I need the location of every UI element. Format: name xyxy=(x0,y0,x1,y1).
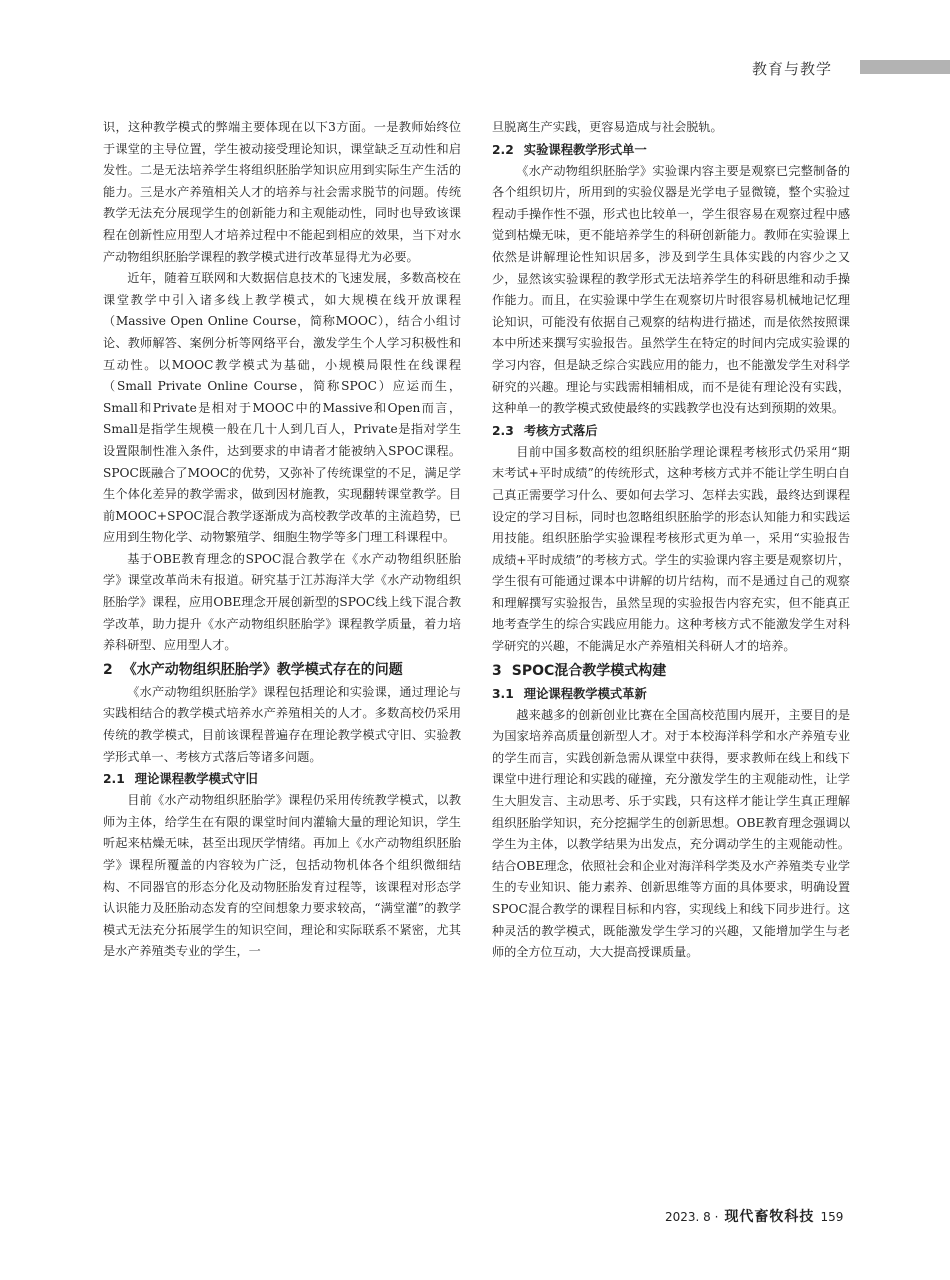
right-column xyxy=(492,117,850,964)
left-column xyxy=(103,117,461,963)
subsection-number: 2.2 xyxy=(492,142,514,157)
subsection-title: 理论课程教学模式守旧 xyxy=(134,772,258,787)
paragraph: 越来越多的创新创业比赛在全国高校范围内展开，主要目的是为国家培养高质量创新型人才。对于本校海洋科学和水产养殖专业的学生而言，实践创新急需从课堂中获得，要求教师在线上和线下课堂中进行理论和实践的碰撞，充分激发学生的主观能动性，让学生大胆发言、主动思考、乐于实践，只有这样才能让学生真正理解组织胚胎学知识，充分挖掘学生的创新思想。OBE教育理念强调以学生为主体，以教学结果为出发点，充分调动学生的主观能动性。结合OBE理念，依照社会和企业对海洋科学类及水产养殖类专业学生的专业知识、能力素养、创新思维等方面的具体要求，明确设置SPOC混合教学的课程目标和内容，实现线上和线下同步进行。这种灵活的教学模式，既能激发学生学习的兴趣，又能增加学生与老师的全方位互动，大大提高授课质量。 xyxy=(492,707,850,960)
subsection-title: 理论课程教学模式革新 xyxy=(523,686,647,701)
subsection-number: 3.1 xyxy=(492,686,514,701)
paragraph: 《水产动物组织胚胎学》实验课内容主要是观察已完整制备的各个组织切片，所用到的实验仪器是光学电子显微镜，整个实验过程动手操作性不强，形式也比较单一，学生很容易在观察过程中感觉到枯燥无味，更不能培养学生的科研创新能力。教师在实验课上依然是讲解理论性知识居多，涉及到学生具体实践的内容少之又少，显然该实验课程的教学形式无法培养学生的科研思维和动手操作能力。而且，在实验课中学生在观察切片时很容易机械地记忆理论知识，可能没有依据自己观察的结构进行描述，而是依然按照课本中所述来撰写实验报告。虽然学生在特定的时间内完成实验课的学习内容，但是缺乏综合实践应用的能力，也不能激发学生对科学研究的兴趣。理论与实践需相辅相成，而不是徒有理论没有实践，这种单一的教学模式致使最终的实践教学也没有达到预期的效果。 xyxy=(492,163,850,416)
subsection-title: 实验课程教学形式单一 xyxy=(523,142,647,157)
section-heading-3 xyxy=(492,660,850,682)
paragraph: 《水产动物组织胚胎学》课程包括理论和实验课，通过理论与实践相结合的教学模式培养水产养殖相关的人才。多数高校仍采用传统的教学模式，目前该课程普遍存在理论教学模式守旧、实验教学形式单一、考核方式落后等诸多问题。 xyxy=(103,684,461,764)
subsection-number: 2.3 xyxy=(492,423,514,438)
issue-date: 2023. 8 · xyxy=(665,1210,719,1224)
paragraph: 近年，随着互联网和大数据信息技术的飞速发展，多数高校在课堂教学中引入诸多线上教学模式，如大规模在线开放课程（Massive Open Online Course，简称MOOC），结合小组讨论、教师解答、案例分析等网络平台，激发学生个人学习积极性和互动性。以MOOC教学模式为基础，小规模局限性在线课程（Small Private Online Course，简称SPOC）应运而生，Small和Private是相对于MOOC中的Massive和Open而言，Small是指学生规模一般在几十人到几百人，Private是指对学生设置限制性准入条件，达到要求的申请者才能被纳入SPOC课程。SPOC既融合了MOOC的优势，又弥补了传统课堂的不足，满足学生个体化差异的教学需求，做到因材施教，实现翻转课堂教学。目前MOOC+SPOC混合教学逐渐成为高校教学改革的主流趋势，已应用到生物化学、动物繁殖学、细胞生物学等多门理工科课程中。 xyxy=(103,271,461,545)
paragraph: 旦脱离生产实践，更容易造成与社会脱轨。 xyxy=(492,120,723,134)
subsection-heading-2-1 xyxy=(103,768,461,790)
section-header-label: 教育与教学 xyxy=(752,60,833,78)
subsection-title: 考核方式落后 xyxy=(523,423,598,438)
section-number: 2 xyxy=(103,661,113,678)
section-title: SPOC混合教学模式构建 xyxy=(511,662,667,679)
paragraph: 识，这种教学模式的弊端主要体现在以下3方面。一是教师始终位于课堂的主导位置，学生被动接受理论知识，课堂缺乏互动性和启发性。二是无法培养学生将组织胚胎学知识应用到实际生产生活的能力。三是水产养殖相关人才的培养与社会需求脱节的问题。传统教学无法充分展现学生的创新能力和主观能动性，同时也导致该课程在创新性应用型人才培养过程中不能起到相应的效果，当下对水产动物组织胚胎学课程的教学模式进行改革显得尤为必要。 xyxy=(103,120,461,264)
section-heading-2 xyxy=(103,659,461,681)
subsection-number: 2.1 xyxy=(103,772,125,787)
section-title: 《水产动物组织胚胎学》教学模式存在的问题 xyxy=(122,661,403,678)
page-number: 159 xyxy=(820,1210,844,1224)
paragraph: 目前《水产动物组织胚胎学》课程仍采用传统教学模式，以教师为主体，给学生在有限的课堂时间内灌输大量的理论知识，学生听起来枯燥无味，甚至出现厌学情绪。再加上《水产动物组织胚胎学》课程所覆盖的内容较为广泛，包括动物机体各个组织微细结构、不同器官的形态分化及动物胚胎发育过程等，该课程对形态学认识能力及胚胎动态发育的空间想象力要求较高，“满堂灌”的教学模式无法充分拓展学生的知识空间，理论和实际联系不紧密，尤其是水产养殖类专业的学生，一 xyxy=(103,793,461,959)
paragraph: 基于OBE教育理念的SPOC混合教学在《水产动物组织胚胎学》课堂改革尚未有报道。研究基于江苏海洋大学《水产动物组织胚胎学》课程，应用OBE理念开展创新型的SPOC线上线下混合教学改革，助力提升《水产动物组织胚胎学》课程教学质量，着力培养科研型、应用型人才。 xyxy=(103,551,461,653)
subsection-heading-3-1 xyxy=(492,683,850,705)
section-number: 3 xyxy=(492,662,502,679)
page-footer xyxy=(665,1206,843,1226)
subsection-heading-2-2 xyxy=(492,139,850,161)
journal-name: 现代畜牧科技 xyxy=(724,1209,815,1225)
header-decor-bar xyxy=(860,60,950,74)
subsection-heading-2-3 xyxy=(492,420,850,442)
paragraph: 目前中国多数高校的组织胚胎学理论课程考核形式仍采用“期末考试+平时成绩”的传统形式，这种考核方式并不能让学生明白自己真正需要学习什么、要如何去学习、怎样去实践，最终达到课程设定的学习目标，同时也忽略组织胚胎学的形态认知能力和实践运用技能。组织胚胎学实验课程考核形式更为单一，采用“实验报告成绩+平时成绩”的考核方式。学生的实验课内容主要是观察切片，学生很有可能通过课本中讲解的切片结构，而不是通过自己的观察和理解撰写实验报告，虽然呈现的实验报告内容充实，但不能真正地考查学生的综合实践应用能力。这种考核方式不能激发学生对科学研究的兴趣，不能满足水产养殖相关科研人才的培养。 xyxy=(492,444,850,654)
